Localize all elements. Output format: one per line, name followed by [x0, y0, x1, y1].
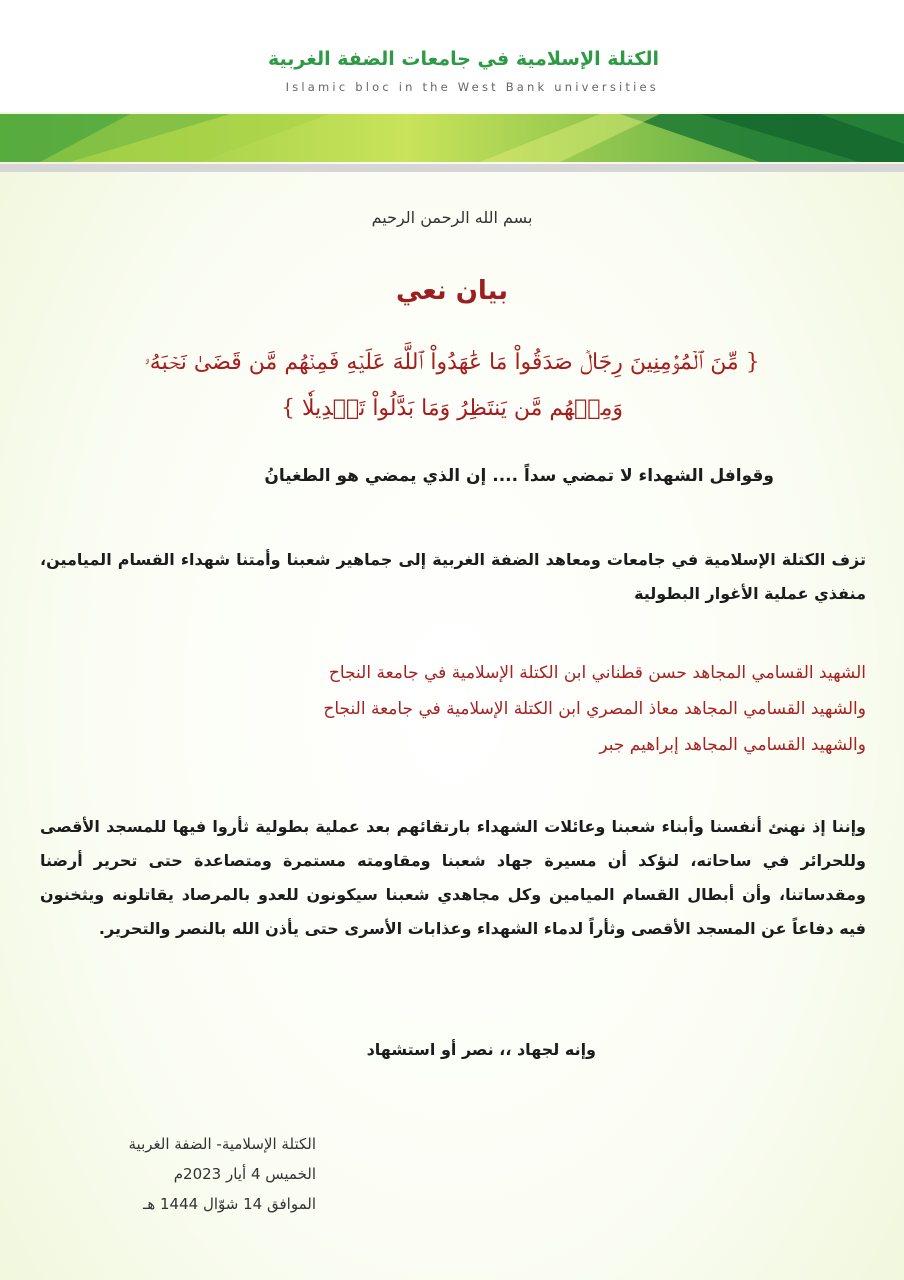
page-title: بيان نعي [395, 276, 509, 306]
quran-verse [60, 340, 844, 432]
martyrs-list [40, 655, 866, 763]
signature-date-gregorian: الخميس 4 أيار 2023م [173, 1165, 316, 1183]
closing-slogan: وإنه لجهاد ،، نصر أو استشهاد [366, 1040, 596, 1059]
org-name-english: Islamic bloc in the West Bank universities [285, 80, 659, 94]
green-header-band [0, 114, 904, 162]
martyr-line: والشهيد القسامي المجاهد إبراهيم جبر [599, 735, 866, 755]
verse-line-2: وَمِنۡهُم مَّن يَنتَظِرُ وَمَا بَدَّلُواْ تَبۡدِيلٗا } [281, 396, 623, 421]
signature-date-hijri: الموافق 14 شوّال 1444 هـ [142, 1195, 316, 1213]
statement-paragraph: وإننا إذ نهنئ أنفسنا وأبناء شعبنا وعائلات الشهداء بارتقائهم بعد عملية بطولية ثأروا فيها للمسجد الأقصى وللحرائر في ساحاته، لنؤكد أن مسيرة جهاد شعبنا ومقاومته مستمرة ومتصاعدة حتى تحرير أرضنا ومقدساتنا، وأن أبطال القسام الميامين وكل مجاهدي شعبنا سيكونون للعدو بالمرصاد يقاتلونه ويثخنون فيه دفاعاً عن المسجد الأقصى وثأراً لدماء الشهداء وعذابات الأسرى حتى يأذن الله بالنصر والتحرير. [40, 817, 866, 938]
signature-org: الكتلة الإسلامية- الضفة الغربية [128, 1135, 316, 1153]
announcement-paragraph: تزف الكتلة الإسلامية في جامعات ومعاهد الضفة الغربية إلى جماهير شعبنا وأمتنا شهداء القسام الميامين، منفذي عملية الأغوار البطولية [40, 550, 866, 603]
signature-block [129, 1129, 317, 1219]
header-divider [0, 164, 904, 172]
org-name-arabic: الكتلة الإسلامية في جامعات الضفة الغربية [268, 48, 659, 70]
verse-line-1: { مِّنَ ٱلۡمُؤۡمِنِينَ رِجَالٞ صَدَقُواْ مَا عَٰهَدُواْ ٱللَّهَ عَلَيۡهِ فَمِنۡهُم مَّن قَضَىٰ نَحۡبَهُۥ [144, 350, 760, 375]
poem-line: وقوافل الشهداء لا تمضي سداً .... إن الذي يمضي هو الطغيانُ [264, 466, 774, 486]
martyr-line: الشهيد القسامي المجاهد حسن قطناني ابن الكتلة الإسلامية في جامعة النجاح [328, 663, 866, 683]
martyr-line: والشهيد القسامي المجاهد معاذ المصري ابن الكتلة الإسلامية في جامعة النجاح [323, 699, 866, 719]
basmala: بسم الله الرحمن الرحيم [371, 208, 533, 227]
letterhead [0, 0, 904, 112]
